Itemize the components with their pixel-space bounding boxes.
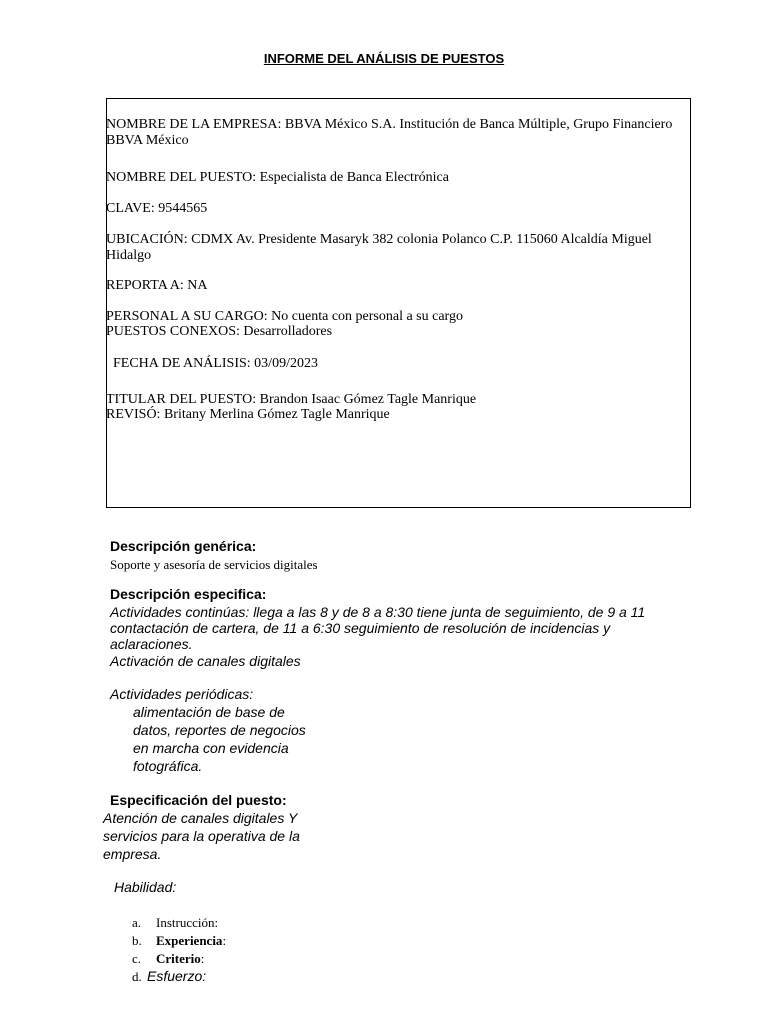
list-suffix: : bbox=[222, 933, 227, 948]
list-label: Esfuerzo: bbox=[147, 968, 207, 984]
digital-channels-activation: Activación de canales digitales bbox=[110, 653, 301, 669]
company-name: NOMBRE DE LA EMPRESA: BBVA México S.A. Institución de Banca Múltiple, Grupo Financiero BBVA México bbox=[106, 117, 673, 148]
list-item bbox=[132, 968, 206, 985]
periodic-activities-label: Actividades periódicas: bbox=[110, 686, 254, 702]
job-location: UBICACIÓN: CDMX Av. Presidente Masaryk 382 colonia Polanco C.P. 115060 Alcaldía Miguel Hidalgo bbox=[106, 232, 652, 263]
skill-label: Habilidad: bbox=[114, 879, 177, 895]
list-item bbox=[132, 915, 218, 931]
analysis-date: FECHA DE ANÁLISIS: 03/09/2023 bbox=[113, 356, 318, 371]
job-title: NOMBRE DEL PUESTO: Especialista de Banca Electrónica bbox=[106, 170, 449, 185]
list-suffix: : bbox=[200, 951, 205, 966]
list-marker: d. bbox=[132, 969, 142, 984]
job-specification-heading: Especificación del puesto: bbox=[110, 792, 287, 808]
specific-description-heading: Descripción especifica: bbox=[110, 586, 267, 602]
job-specification-text: Atención de canales digitales Y servicios para la operativa de la empresa. bbox=[103, 810, 300, 862]
job-code: CLAVE: 9544565 bbox=[106, 201, 208, 216]
list-suffix: : bbox=[214, 915, 219, 930]
related-positions: PUESTOS CONEXOS: Desarrolladores bbox=[106, 324, 333, 339]
list-label: Criterio bbox=[156, 951, 201, 966]
periodic-activities-text: alimentación de base de datos, reportes de negocios en marcha con evidencia fotográfica. bbox=[133, 704, 306, 774]
list-marker: a. bbox=[132, 915, 142, 930]
generic-description-text: Soporte y asesoría de servicios digitales bbox=[110, 557, 318, 572]
reports-to: REPORTA A: NA bbox=[106, 278, 208, 293]
document-title: INFORME DEL ANÁLISIS DE PUESTOS bbox=[263, 51, 505, 66]
staff-in-charge: PERSONAL A SU CARGO: No cuenta con personal a su cargo bbox=[106, 309, 463, 324]
generic-description-heading: Descripción genérica: bbox=[110, 538, 257, 554]
reviewed-by: REVISÓ: Britany Merlina Gómez Tagle Manrique bbox=[106, 407, 390, 422]
list-marker: b. bbox=[132, 933, 142, 948]
list-item bbox=[132, 933, 226, 949]
list-marker: c. bbox=[132, 951, 142, 966]
position-holder: TITULAR DEL PUESTO: Brandon Isaac Gómez Tagle Manrique bbox=[106, 392, 477, 407]
list-item bbox=[132, 951, 204, 967]
list-label: Experiencia bbox=[156, 933, 223, 948]
job-info-box bbox=[106, 98, 691, 508]
continuous-activities: Actividades continúas: llega a las 8 y de 8 a 8:30 tiene junta de seguimiento, de 9 a 11 contactación de cartera, de 11 a 6:30 seguimiento de resolución de incidencias y aclaraciones. bbox=[110, 604, 646, 652]
list-label: Instrucción bbox=[156, 915, 215, 930]
